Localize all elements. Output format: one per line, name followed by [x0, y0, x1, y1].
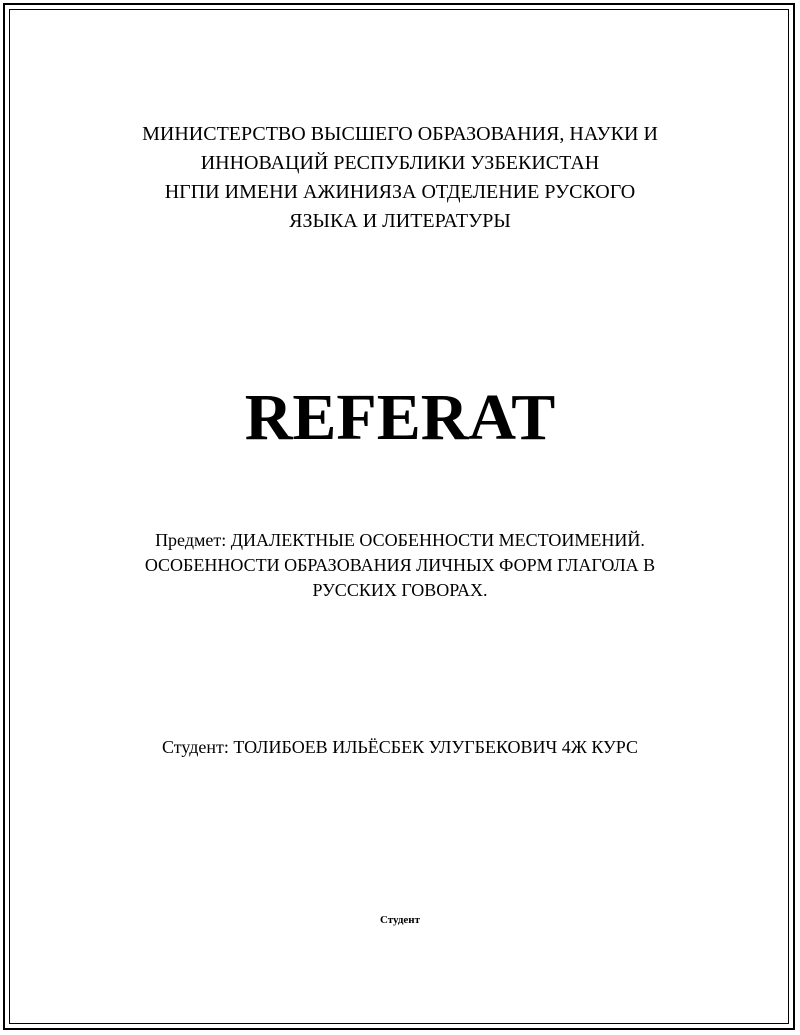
subject-line-2: ОСОБЕННОСТИ ОБРАЗОВАНИЯ ЛИЧНЫХ ФОРМ ГЛАГОЛА В [144, 555, 656, 575]
ministry-header [0, 120, 800, 236]
document-title: REFERAT [244, 381, 556, 454]
ministry-line-2: ИННОВАЦИЙ РЕСПУБЛИКИ УЗБЕКИСТАН [200, 152, 600, 174]
ministry-line-4: ЯЗЫКА И ЛИТЕРАТУРЫ [289, 210, 511, 232]
ministry-line-1: МИНИСТЕРСТВО ВЫСШЕГО ОБРАЗОВАНИЯ, НАУКИ И [142, 123, 658, 145]
ministry-line-3: НГПИ ИМЕНИ АЖИНИЯЗА ОТДЕЛЕНИЕ РУСКОГО [164, 181, 636, 203]
subject-block [0, 528, 800, 603]
footer-label: Студент [379, 914, 421, 926]
subject-line-3: РУССКИХ ГОВОРАХ. [312, 580, 488, 600]
subject-line-1: Предмет: ДИАЛЕКТНЫЕ ОСОБЕННОСТИ МЕСТОИМЕНИЙ. [155, 530, 645, 550]
student-info: Студент: ТОЛИБОЕВ ИЛЬЁСБЕК УЛУГБЕКОВИЧ 4Ж КУРС [162, 737, 638, 757]
